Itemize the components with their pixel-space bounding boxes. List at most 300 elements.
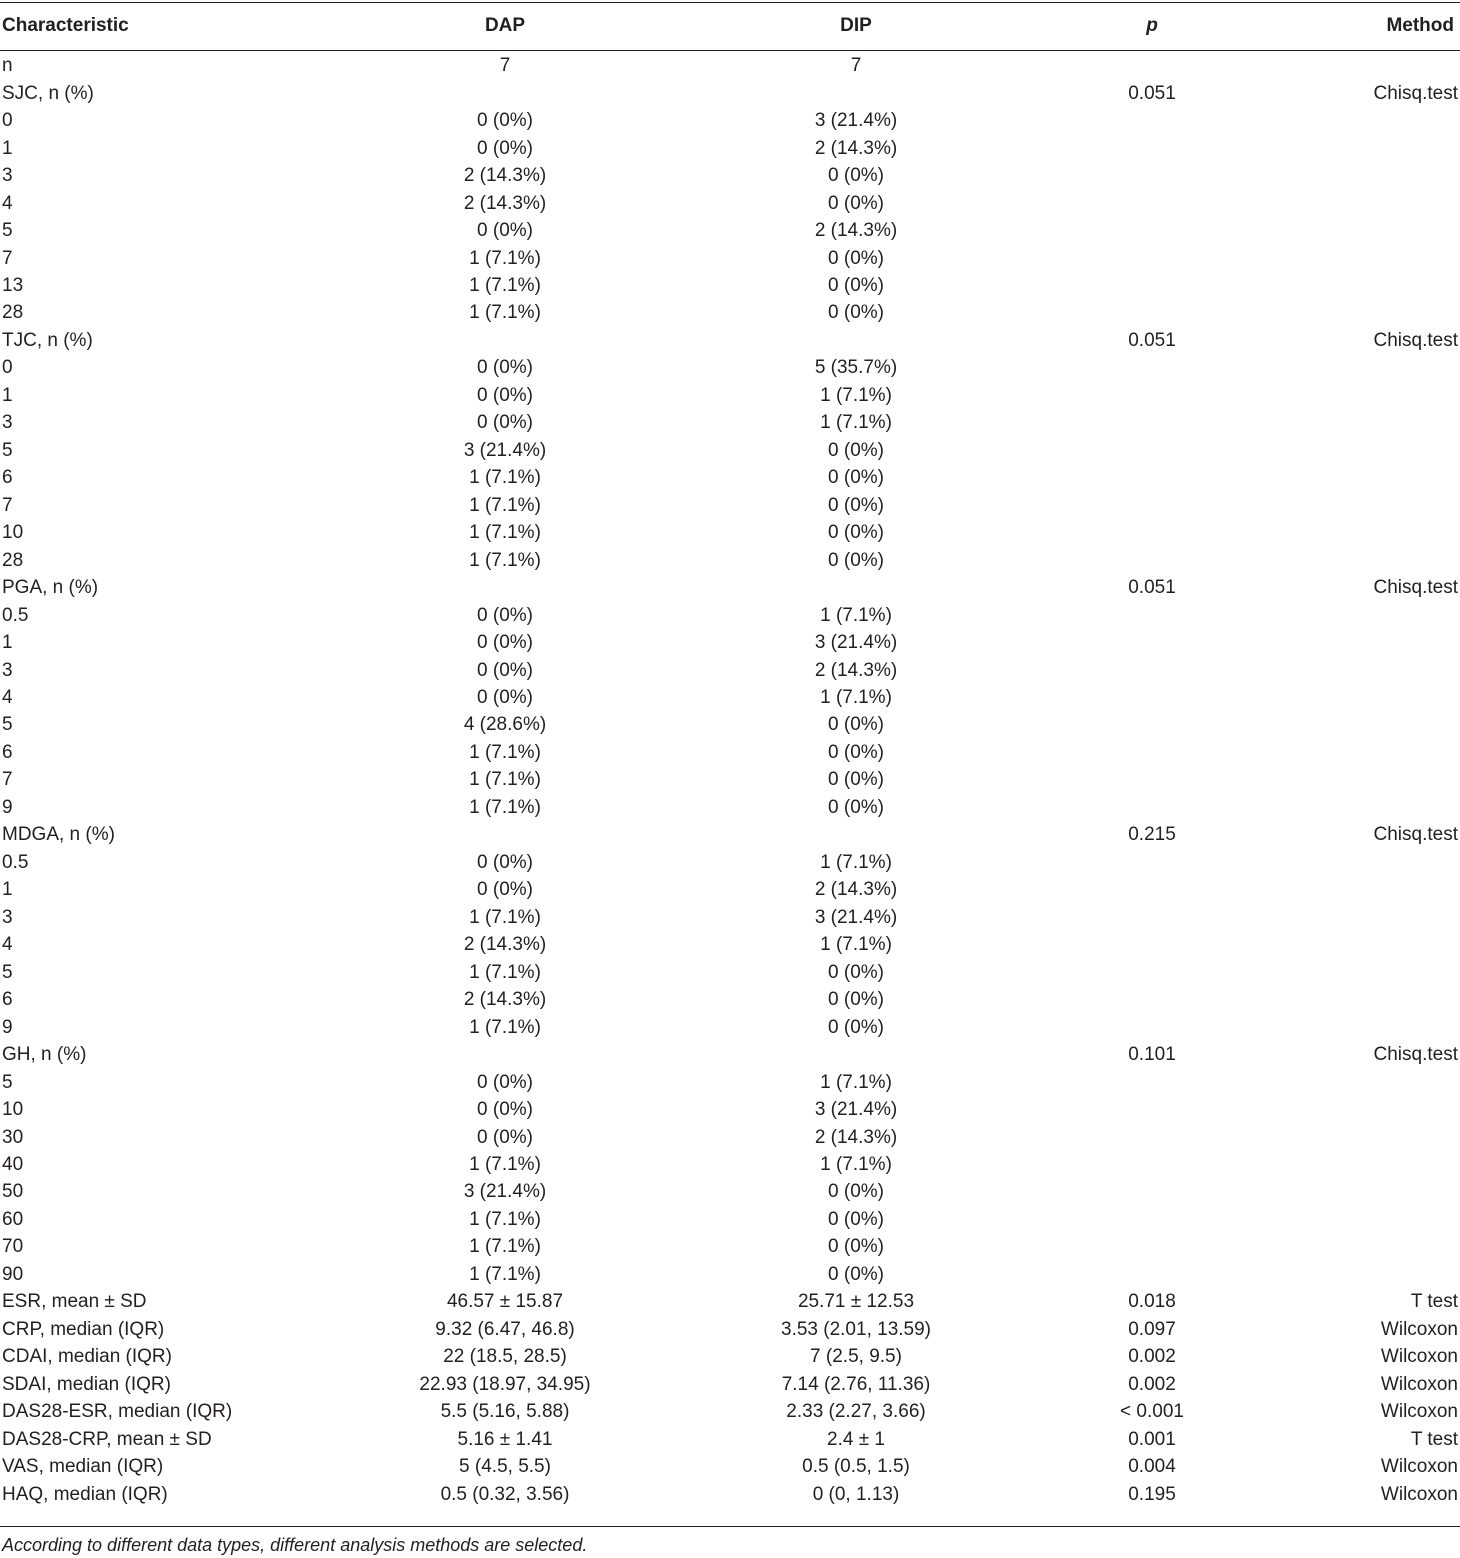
dap-cell: 0 (0%) xyxy=(477,659,533,681)
characteristic-cell: 0.5 xyxy=(2,851,29,873)
dap-cell: 1 (7.1%) xyxy=(469,247,541,269)
table-row xyxy=(0,1096,1460,1123)
p-value-cell xyxy=(1002,931,1302,958)
method-cell xyxy=(1302,656,1460,683)
table-row xyxy=(0,1288,1460,1315)
dip-cell xyxy=(710,821,1002,848)
dip-cell: 1 (7.1%) xyxy=(820,1071,892,1093)
method-cell xyxy=(1302,272,1460,299)
p-value-cell: 0.051 xyxy=(1128,329,1176,351)
dap-cell: 3 (21.4%) xyxy=(463,439,547,461)
dip-cell: 0 (0%) xyxy=(828,1263,884,1285)
dap-cell: 0 (0%) xyxy=(477,851,533,873)
method-cell xyxy=(1302,1123,1460,1150)
dip-cell: 0 (0%) xyxy=(828,494,884,516)
dap-cell: 1 (7.1%) xyxy=(469,467,541,489)
characteristic-cell: 6 xyxy=(2,989,13,1011)
table-row xyxy=(0,656,1460,683)
dap-cell: 1 (7.1%) xyxy=(469,302,541,324)
p-value-cell xyxy=(1002,162,1302,189)
dap-cell: 2 (14.3%) xyxy=(463,192,547,214)
method-cell xyxy=(1302,601,1460,628)
dap-cell: 1 (7.1%) xyxy=(469,1208,541,1230)
table-footnote: According to different data types, different analysis methods are selected. xyxy=(2,1535,588,1555)
table-row xyxy=(0,629,1460,656)
method-cell: Wilcoxon xyxy=(1380,1346,1458,1368)
method-cell: Wilcoxon xyxy=(1380,1456,1458,1478)
method-cell xyxy=(1302,1068,1460,1095)
characteristic-cell: 1 xyxy=(2,879,13,901)
header-p-value: p xyxy=(1146,15,1158,36)
method-cell xyxy=(1302,766,1460,793)
method-cell: Wilcoxon xyxy=(1380,1318,1458,1340)
dap-cell: 0 (0%) xyxy=(477,687,533,709)
p-value-cell xyxy=(1002,107,1302,134)
dap-cell: 0.5 (0.32, 3.56) xyxy=(440,1483,570,1505)
dip-cell xyxy=(710,327,1002,354)
table-row xyxy=(0,244,1460,271)
table-row xyxy=(0,904,1460,931)
table-row xyxy=(0,1206,1460,1233)
p-value-cell: 0.001 xyxy=(1128,1428,1176,1450)
characteristic-cell: 9 xyxy=(2,796,13,818)
characteristic-cell: 0 xyxy=(2,357,13,379)
p-value-cell xyxy=(1002,1068,1302,1095)
table-row xyxy=(0,1261,1460,1288)
table-row xyxy=(0,1453,1460,1480)
dip-cell: 2 (14.3%) xyxy=(814,220,898,242)
method-cell xyxy=(1302,546,1460,573)
dip-cell: 5 (35.7%) xyxy=(814,357,898,379)
method-cell xyxy=(1302,931,1460,958)
dap-cell: 0 (0%) xyxy=(477,412,533,434)
method-cell xyxy=(1302,904,1460,931)
p-value-cell: 0.002 xyxy=(1128,1346,1176,1368)
p-value-cell: 0.018 xyxy=(1128,1291,1176,1313)
dip-cell: 0 (0%) xyxy=(828,714,884,736)
p-value-cell xyxy=(1002,409,1302,436)
p-value-cell: < 0.001 xyxy=(1120,1401,1184,1423)
characteristic-cell: 5 xyxy=(2,220,13,242)
dap-cell: 1 (7.1%) xyxy=(469,1153,541,1175)
dap-cell: 1 (7.1%) xyxy=(469,961,541,983)
p-value-cell xyxy=(1002,546,1302,573)
method-cell: T test xyxy=(1410,1428,1458,1450)
characteristic-cell: 10 xyxy=(2,1099,24,1121)
p-value-cell xyxy=(1002,244,1302,271)
p-value-cell: 0.051 xyxy=(1128,82,1176,104)
dap-cell: 5.16 ± 1.41 xyxy=(457,1428,553,1450)
header-dip: DIP xyxy=(840,15,872,36)
dip-cell: 1 (7.1%) xyxy=(820,687,892,709)
dap-cell: 2 (14.3%) xyxy=(463,989,547,1011)
p-value-cell xyxy=(1002,1096,1302,1123)
dip-cell: 0 (0%) xyxy=(828,165,884,187)
dap-cell: 2 (14.3%) xyxy=(463,934,547,956)
dip-cell: 0 (0%) xyxy=(828,796,884,818)
method-cell: T test xyxy=(1410,1291,1458,1313)
characteristic-cell: 1 xyxy=(2,632,13,654)
method-cell: Wilcoxon xyxy=(1380,1373,1458,1395)
table-row xyxy=(0,574,1460,601)
dip-cell: 3 (21.4%) xyxy=(814,632,898,654)
dap-cell: 1 (7.1%) xyxy=(469,796,541,818)
dap-cell: 5 (4.5, 5.5) xyxy=(459,1456,551,1478)
p-value-cell xyxy=(1002,711,1302,738)
p-value-cell: 0.051 xyxy=(1128,577,1176,599)
table-row xyxy=(0,134,1460,161)
characteristic-cell: 4 xyxy=(2,934,13,956)
method-cell: Wilcoxon xyxy=(1380,1483,1458,1505)
method-cell xyxy=(1302,437,1460,464)
header-dap: DAP xyxy=(484,15,526,36)
characteristic-cell: 0.5 xyxy=(2,604,29,626)
table-row xyxy=(0,1123,1460,1150)
table-row xyxy=(0,492,1460,519)
method-cell xyxy=(1302,794,1460,821)
method-cell xyxy=(1302,107,1460,134)
header-characteristic: Characteristic xyxy=(2,15,129,36)
characteristic-cell: 50 xyxy=(2,1181,24,1203)
p-value-cell xyxy=(1002,189,1302,216)
dap-cell: 1 (7.1%) xyxy=(469,494,541,516)
dap-cell: 0 (0%) xyxy=(477,879,533,901)
dap-cell: 0 (0%) xyxy=(477,1071,533,1093)
method-cell xyxy=(1302,52,1460,79)
dip-cell: 0 (0, 1.13) xyxy=(812,1483,900,1505)
method-cell xyxy=(1302,162,1460,189)
dip-cell: 7 (2.5, 9.5) xyxy=(810,1346,902,1368)
characteristic-cell: 7 xyxy=(2,494,13,516)
characteristic-cell: 4 xyxy=(2,687,13,709)
dip-cell: 0 (0%) xyxy=(828,467,884,489)
method-cell xyxy=(1302,189,1460,216)
dip-cell: 1 (7.1%) xyxy=(820,604,892,626)
characteristic-cell: DAS28-ESR, median (IQR) xyxy=(2,1401,233,1423)
dip-cell: 0 (0%) xyxy=(828,192,884,214)
table-row xyxy=(0,1371,1460,1398)
method-cell xyxy=(1302,986,1460,1013)
p-value-cell xyxy=(1002,437,1302,464)
dap-cell: 0 (0%) xyxy=(477,220,533,242)
dip-cell: 0 (0%) xyxy=(828,274,884,296)
dip-cell: 0 (0%) xyxy=(828,522,884,544)
table-row xyxy=(0,217,1460,244)
characteristic-cell: 30 xyxy=(2,1126,24,1148)
dip-cell: 0 (0%) xyxy=(828,1016,884,1038)
method-cell: Chisq.test xyxy=(1373,1044,1458,1066)
characteristic-cell: ESR, mean ± SD xyxy=(2,1291,147,1313)
dip-cell: 1 (7.1%) xyxy=(820,412,892,434)
table-row xyxy=(0,1425,1460,1452)
table-header-row xyxy=(0,0,1460,52)
characteristic-cell: CRP, median (IQR) xyxy=(2,1318,165,1340)
table-row xyxy=(0,162,1460,189)
dap-cell: 4 (28.6%) xyxy=(463,714,547,736)
p-value-cell xyxy=(1002,354,1302,381)
p-value-cell xyxy=(1002,849,1302,876)
method-cell xyxy=(1302,382,1460,409)
dip-cell: 0 (0%) xyxy=(828,439,884,461)
p-value-cell: 0.101 xyxy=(1128,1044,1176,1066)
p-value-cell xyxy=(1002,492,1302,519)
dap-cell xyxy=(300,79,710,106)
table-row xyxy=(0,794,1460,821)
p-value-cell xyxy=(1002,958,1302,985)
dap-cell: 0 (0%) xyxy=(477,632,533,654)
characteristic-cell: 3 xyxy=(2,659,13,681)
characteristic-cell: 28 xyxy=(2,302,24,324)
method-cell xyxy=(1302,464,1460,491)
dap-cell: 7 xyxy=(499,55,511,77)
method-cell xyxy=(1302,217,1460,244)
characteristic-cell: HAQ, median (IQR) xyxy=(2,1483,168,1505)
table-row xyxy=(0,107,1460,134)
p-value-cell xyxy=(1002,904,1302,931)
method-cell xyxy=(1302,849,1460,876)
p-value-cell xyxy=(1002,739,1302,766)
dip-cell: 0 (0%) xyxy=(828,247,884,269)
characteristic-cell: 13 xyxy=(2,274,24,296)
table-row xyxy=(0,821,1460,848)
method-cell: Chisq.test xyxy=(1373,824,1458,846)
dap-cell xyxy=(300,574,710,601)
characteristic-cell: 5 xyxy=(2,714,13,736)
characteristic-cell: 3 xyxy=(2,412,13,434)
p-value-cell xyxy=(1002,986,1302,1013)
characteristic-cell: 40 xyxy=(2,1153,24,1175)
method-cell xyxy=(1302,1013,1460,1040)
characteristic-cell: SJC, n (%) xyxy=(2,82,94,104)
characteristic-cell: MDGA, n (%) xyxy=(2,824,115,846)
table-row xyxy=(0,354,1460,381)
table-row xyxy=(0,327,1460,354)
characteristic-cell: 70 xyxy=(2,1236,24,1258)
p-value-cell xyxy=(1002,1261,1302,1288)
characteristic-cell: 3 xyxy=(2,906,13,928)
dip-cell: 3 (21.4%) xyxy=(814,906,898,928)
p-value-cell xyxy=(1002,1013,1302,1040)
dap-cell: 3 (21.4%) xyxy=(463,1181,547,1203)
method-cell xyxy=(1302,244,1460,271)
dip-cell: 1 (7.1%) xyxy=(820,1153,892,1175)
table-row xyxy=(0,546,1460,573)
dap-cell: 0 (0%) xyxy=(477,357,533,379)
table-row xyxy=(0,1480,1460,1507)
method-cell xyxy=(1302,1178,1460,1205)
characteristic-cell: TJC, n (%) xyxy=(2,329,93,351)
p-value-cell xyxy=(1002,601,1302,628)
characteristic-cell: 5 xyxy=(2,961,13,983)
table-row xyxy=(0,437,1460,464)
table-row xyxy=(0,849,1460,876)
dip-cell: 2 (14.3%) xyxy=(814,137,898,159)
characteristic-cell: GH, n (%) xyxy=(2,1044,87,1066)
method-cell xyxy=(1302,876,1460,903)
method-cell xyxy=(1302,134,1460,161)
characteristic-cell: n xyxy=(2,55,13,77)
dip-cell: 0 (0%) xyxy=(828,961,884,983)
characteristic-cell: 0 xyxy=(2,110,13,132)
characteristic-cell: CDAI, median (IQR) xyxy=(2,1346,172,1368)
characteristic-cell: 6 xyxy=(2,467,13,489)
dip-cell: 2.4 ± 1 xyxy=(827,1428,885,1450)
table-row xyxy=(0,711,1460,738)
table-row xyxy=(0,1398,1460,1425)
method-cell: Chisq.test xyxy=(1373,329,1458,351)
p-value-cell xyxy=(1002,1123,1302,1150)
dip-cell: 7 xyxy=(850,55,862,77)
characteristic-cell: 7 xyxy=(2,247,13,269)
dap-cell: 0 (0%) xyxy=(477,1126,533,1148)
method-cell xyxy=(1302,1151,1460,1178)
dip-cell: 0 (0%) xyxy=(828,549,884,571)
table-row xyxy=(0,1343,1460,1370)
table-row xyxy=(0,931,1460,958)
table-bottom-rule xyxy=(0,1526,1460,1527)
characteristic-cell: PGA, n (%) xyxy=(2,577,99,599)
dip-cell: 2 (14.3%) xyxy=(814,1126,898,1148)
table-row xyxy=(0,876,1460,903)
dap-cell: 2 (14.3%) xyxy=(463,165,547,187)
method-cell xyxy=(1302,1206,1460,1233)
dip-cell: 2.33 (2.27, 3.66) xyxy=(786,1401,926,1423)
dip-cell: 2 (14.3%) xyxy=(814,659,898,681)
characteristic-cell: 9 xyxy=(2,1016,13,1038)
header-method: Method xyxy=(1386,15,1454,36)
dap-cell: 22.93 (18.97, 34.95) xyxy=(419,1373,591,1395)
method-cell xyxy=(1302,299,1460,326)
table-row xyxy=(0,1233,1460,1260)
dip-cell: 3 (21.4%) xyxy=(814,110,898,132)
table-row xyxy=(0,52,1460,79)
p-value-cell: 0.004 xyxy=(1128,1456,1176,1478)
method-cell xyxy=(1302,492,1460,519)
dip-cell: 0 (0%) xyxy=(828,741,884,763)
characteristic-cell: 6 xyxy=(2,741,13,763)
method-cell xyxy=(1302,1233,1460,1260)
dip-cell: 0.5 (0.5, 1.5) xyxy=(802,1456,910,1478)
table-row xyxy=(0,739,1460,766)
table-row xyxy=(0,1041,1460,1068)
p-value-cell xyxy=(1002,382,1302,409)
dip-cell: 0 (0%) xyxy=(828,1208,884,1230)
dap-cell: 1 (7.1%) xyxy=(469,769,541,791)
dap-cell: 1 (7.1%) xyxy=(469,1236,541,1258)
dip-cell: 0 (0%) xyxy=(828,989,884,1011)
characteristic-cell: 10 xyxy=(2,522,24,544)
dip-cell: 0 (0%) xyxy=(828,1236,884,1258)
characteristic-cell: VAS, median (IQR) xyxy=(2,1456,164,1478)
characteristic-cell: 7 xyxy=(2,769,13,791)
p-value-cell xyxy=(1002,794,1302,821)
dip-cell: 25.71 ± 12.53 xyxy=(797,1291,915,1313)
table-row xyxy=(0,1068,1460,1095)
method-cell xyxy=(1302,711,1460,738)
p-value-cell xyxy=(1002,217,1302,244)
characteristic-cell: 5 xyxy=(2,1071,13,1093)
method-cell xyxy=(1302,519,1460,546)
dip-cell xyxy=(710,79,1002,106)
dip-cell: 1 (7.1%) xyxy=(820,934,892,956)
table-row xyxy=(0,382,1460,409)
dap-cell: 1 (7.1%) xyxy=(469,1263,541,1285)
dap-cell xyxy=(300,821,710,848)
method-cell xyxy=(1302,409,1460,436)
table-row xyxy=(0,79,1460,106)
table-row xyxy=(0,409,1460,436)
table-row xyxy=(0,299,1460,326)
p-value-cell xyxy=(1002,52,1302,79)
characteristic-cell: 60 xyxy=(2,1208,24,1230)
p-value-cell xyxy=(1002,1151,1302,1178)
p-value-cell xyxy=(1002,1206,1302,1233)
table-row xyxy=(0,986,1460,1013)
method-cell: Chisq.test xyxy=(1373,577,1458,599)
dap-cell: 0 (0%) xyxy=(477,604,533,626)
dap-cell: 46.57 ± 15.87 xyxy=(446,1291,564,1313)
table-row xyxy=(0,189,1460,216)
method-cell: Wilcoxon xyxy=(1380,1401,1458,1423)
dap-cell: 1 (7.1%) xyxy=(469,1016,541,1038)
method-cell xyxy=(1302,1096,1460,1123)
characteristic-cell: 1 xyxy=(2,384,13,406)
characteristic-cell: 3 xyxy=(2,165,13,187)
p-value-cell xyxy=(1002,519,1302,546)
table-row xyxy=(0,684,1460,711)
dip-cell: 7.14 (2.76, 11.36) xyxy=(781,1373,931,1395)
dap-cell: 1 (7.1%) xyxy=(469,741,541,763)
table-row xyxy=(0,1316,1460,1343)
p-value-cell xyxy=(1002,464,1302,491)
dip-cell xyxy=(710,574,1002,601)
dap-cell: 1 (7.1%) xyxy=(469,274,541,296)
method-cell xyxy=(1302,1261,1460,1288)
dip-cell xyxy=(710,1041,1002,1068)
characteristic-cell: DAS28-CRP, mean ± SD xyxy=(2,1428,212,1450)
characteristic-cell: 28 xyxy=(2,549,24,571)
dip-cell: 2 (14.3%) xyxy=(814,879,898,901)
table-row xyxy=(0,1151,1460,1178)
characteristic-cell: 5 xyxy=(2,439,13,461)
table-row xyxy=(0,601,1460,628)
characteristic-cell: 1 xyxy=(2,137,13,159)
dap-cell: 9.32 (6.47, 46.8) xyxy=(435,1318,575,1340)
dap-cell: 22 (18.5, 28.5) xyxy=(443,1346,567,1368)
p-value-cell xyxy=(1002,656,1302,683)
p-value-cell: 0.097 xyxy=(1128,1318,1176,1340)
dip-cell: 0 (0%) xyxy=(828,1181,884,1203)
method-cell xyxy=(1302,739,1460,766)
method-cell xyxy=(1302,629,1460,656)
dap-cell: 0 (0%) xyxy=(477,1099,533,1121)
p-value-cell xyxy=(1002,1233,1302,1260)
dap-cell: 0 (0%) xyxy=(477,384,533,406)
p-value-cell: 0.215 xyxy=(1128,824,1176,846)
p-value-cell xyxy=(1002,1178,1302,1205)
dap-cell: 5.5 (5.16, 5.88) xyxy=(440,1401,570,1423)
p-value-cell: 0.002 xyxy=(1128,1373,1176,1395)
table-row xyxy=(0,766,1460,793)
dap-cell: 0 (0%) xyxy=(477,137,533,159)
characteristic-cell: 4 xyxy=(2,192,13,214)
dip-cell: 0 (0%) xyxy=(828,769,884,791)
dap-cell: 1 (7.1%) xyxy=(469,522,541,544)
dap-cell: 1 (7.1%) xyxy=(469,906,541,928)
table-row xyxy=(0,958,1460,985)
p-value-cell xyxy=(1002,629,1302,656)
dip-cell: 3 (21.4%) xyxy=(814,1099,898,1121)
